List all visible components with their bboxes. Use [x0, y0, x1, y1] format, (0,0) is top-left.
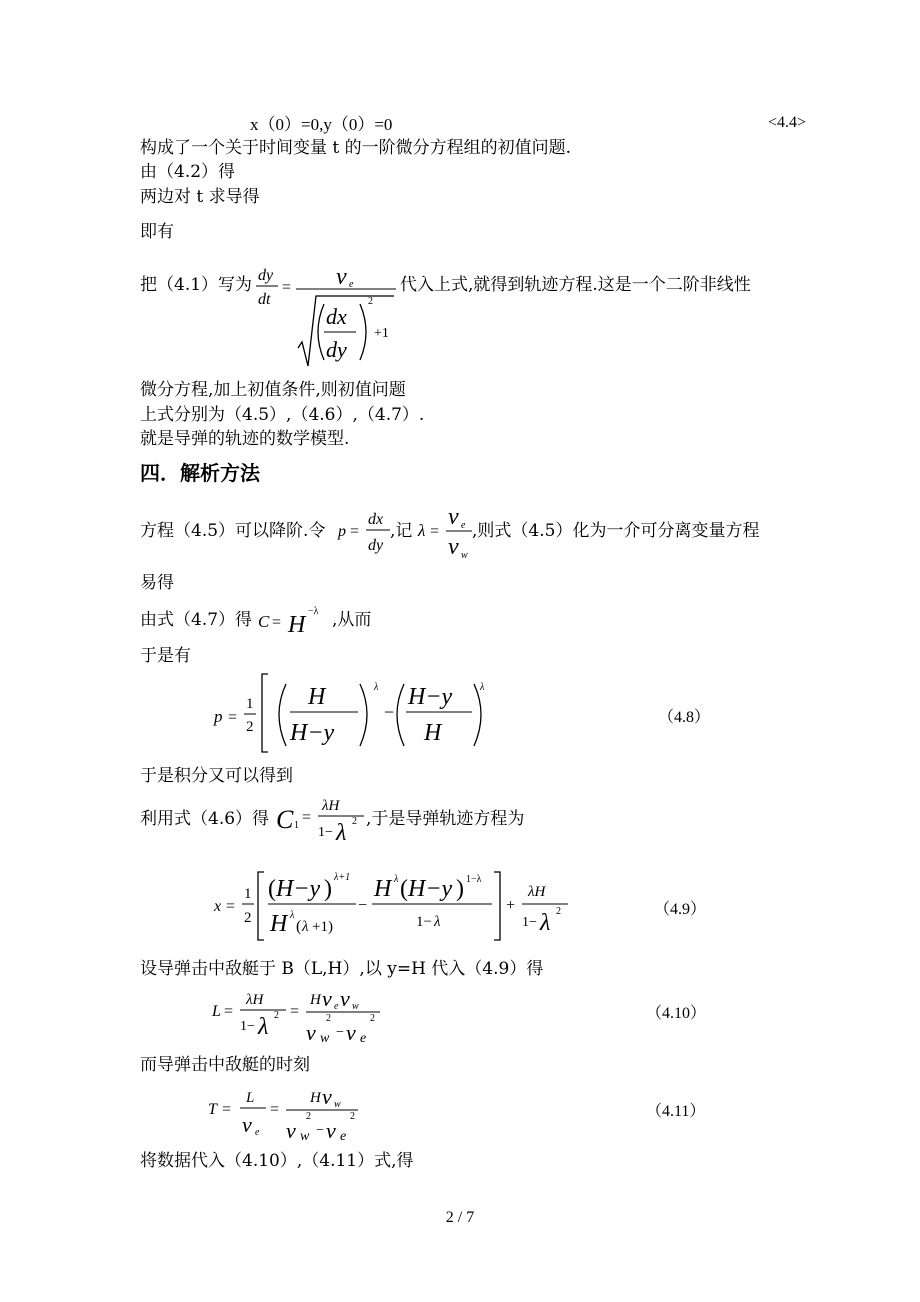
svg-text:H−y: H−y — [290, 720, 335, 746]
svg-text:H−y: H−y — [408, 876, 453, 902]
svg-text:C: C — [258, 612, 270, 631]
svg-text:e: e — [334, 1001, 339, 1012]
svg-text:H: H — [308, 684, 326, 710]
paragraph-line: ,则式（4.5）化为一介可分离变量方程 — [472, 521, 760, 541]
svg-text:λH: λH — [528, 884, 546, 900]
paragraph-line: 即有 — [140, 222, 174, 242]
svg-text:e: e — [255, 1127, 260, 1138]
paragraph-line: ,记 — [390, 521, 413, 541]
svg-text:2: 2 — [244, 910, 252, 926]
svg-text:λH: λH — [322, 798, 340, 814]
svg-text:−: − — [358, 897, 368, 914]
svg-text:+1: +1 — [374, 326, 389, 341]
svg-text:(: ( — [400, 876, 408, 902]
svg-text:=: = — [290, 1003, 300, 1020]
svg-text:w: w — [352, 1001, 359, 1012]
svg-text:dx: dx — [368, 511, 384, 528]
svg-text:w: w — [320, 1031, 330, 1046]
svg-text:2: 2 — [556, 906, 561, 917]
svg-text:λH: λH — [246, 992, 264, 1008]
svg-text:λ+1: λ+1 — [334, 872, 351, 883]
equation-number-4-8: （4.8） — [658, 709, 711, 726]
svg-text:v: v — [340, 986, 350, 1011]
svg-text:w: w — [461, 550, 468, 561]
svg-text:H−y: H−y — [408, 684, 453, 710]
paragraph-line: 由式（4.7）得 — [140, 610, 253, 630]
svg-text:λ: λ — [434, 914, 441, 930]
formula-dy-dt — [254, 262, 400, 372]
svg-text:H: H — [310, 992, 321, 1008]
svg-text:λ: λ — [418, 521, 426, 540]
svg-text:=: = — [302, 809, 312, 826]
svg-text:−: − — [336, 1025, 344, 1040]
paragraph-line: 设导弹击中敌艇于 B（L,H）,以 y=H 代入（4.9）得 — [140, 959, 544, 979]
svg-text:v: v — [322, 1084, 332, 1109]
svg-text:1−λ: 1−λ — [466, 874, 482, 885]
formula-c1-value — [274, 794, 370, 844]
svg-text:λ: λ — [540, 910, 551, 936]
svg-text:p: p — [214, 707, 223, 726]
page-number: 2 / 7 — [445, 1209, 475, 1226]
svg-text:e: e — [461, 520, 466, 531]
svg-text:(: ( — [296, 918, 302, 935]
svg-text:=: = — [272, 614, 282, 631]
svg-text:1−: 1− — [318, 825, 333, 840]
svg-text:λ: λ — [290, 910, 295, 921]
svg-text:1: 1 — [246, 696, 254, 712]
svg-text:dt: dt — [258, 291, 271, 308]
svg-text:dx: dx — [326, 304, 347, 329]
equation-number-4-9: （4.9） — [654, 901, 707, 918]
svg-text:=: = — [222, 1101, 232, 1118]
svg-text:e: e — [340, 1129, 347, 1144]
paragraph-line: 而导弹击中敌艇的时刻 — [140, 1055, 310, 1075]
svg-text:dy: dy — [258, 267, 274, 284]
svg-text:(: ( — [268, 876, 276, 902]
paragraph-line: ,于是导弹轨迹方程为 — [366, 809, 525, 829]
svg-text:2: 2 — [352, 816, 357, 827]
svg-text:−: − — [384, 702, 395, 722]
equation-4-8 — [210, 668, 490, 758]
svg-text:2: 2 — [350, 1111, 355, 1122]
svg-text:H: H — [270, 911, 288, 937]
svg-text:p: p — [338, 523, 346, 540]
svg-text:L: L — [246, 1090, 255, 1106]
svg-text:=: = — [270, 1101, 280, 1118]
svg-text:): ) — [456, 876, 464, 902]
svg-text:λ: λ — [336, 820, 347, 846]
svg-text:v: v — [336, 264, 347, 290]
svg-text:2: 2 — [306, 1111, 311, 1122]
svg-text:T: T — [208, 1101, 217, 1118]
paragraph-line: ,从而 — [332, 610, 372, 630]
svg-text:v: v — [448, 534, 459, 560]
svg-text:v: v — [322, 986, 332, 1011]
svg-text:C: C — [276, 805, 294, 834]
paragraph-line: 上式分别为（4.5）,（4.6）,（4.7）. — [140, 405, 425, 425]
svg-text:λ: λ — [394, 874, 399, 885]
svg-text:H: H — [424, 720, 442, 746]
svg-text:λ: λ — [258, 1014, 269, 1040]
svg-text:e: e — [360, 1031, 367, 1046]
equation-4-10 — [210, 986, 390, 1048]
initial-condition-text: x（0）=0,y（0）=0 — [250, 115, 393, 134]
svg-text:H−y: H−y — [276, 876, 321, 902]
svg-text:+1): +1) — [312, 919, 333, 935]
svg-text:=: = — [282, 279, 292, 296]
svg-text:+: + — [506, 897, 516, 914]
paragraph-line: 于是有 — [140, 646, 191, 666]
svg-text:v: v — [306, 1020, 316, 1045]
svg-text:1−: 1− — [240, 1019, 255, 1034]
paragraph-line: 两边对 t 求导得 — [140, 187, 260, 207]
svg-text:−: − — [316, 1123, 324, 1138]
svg-text:v: v — [326, 1118, 336, 1143]
paragraph-line: 将数据代入（4.10）,（4.11）式,得 — [140, 1151, 414, 1171]
svg-text:λ: λ — [480, 682, 485, 693]
paragraph-line: 易得 — [140, 573, 174, 593]
svg-text:x: x — [214, 898, 222, 915]
paragraph-line: 方程（4.5）可以降阶.令 — [140, 521, 326, 541]
svg-text:2: 2 — [246, 719, 254, 735]
paragraph-line: 代入上式,就得到轨迹方程.这是一个二阶非线性 — [400, 275, 751, 295]
svg-text:v: v — [286, 1118, 296, 1143]
paragraph-line: 就是导弹的轨迹的数学模型. — [140, 429, 350, 449]
svg-text:dy: dy — [368, 537, 384, 554]
svg-text:λ: λ — [374, 682, 379, 693]
svg-text:): ) — [324, 876, 332, 902]
svg-text:2: 2 — [274, 1010, 279, 1021]
svg-text:1: 1 — [294, 820, 299, 831]
formula-c-value — [256, 600, 336, 636]
equation-4-11 — [206, 1084, 366, 1146]
svg-text:v: v — [346, 1020, 356, 1045]
svg-text:H: H — [310, 1090, 321, 1106]
paragraph-line: 微分方程,加上初值条件,则初值问题 — [140, 380, 406, 400]
svg-text:w: w — [334, 1099, 341, 1110]
svg-text:2: 2 — [368, 296, 373, 307]
section-heading: 四．解析方法 — [140, 461, 260, 485]
paragraph-line: 利用式（4.6）得 — [140, 809, 270, 829]
svg-text:=: = — [224, 1003, 234, 1020]
svg-text:L: L — [212, 1003, 221, 1020]
formula-lambda-definition — [416, 504, 476, 562]
paragraph-line: 构成了一个关于时间变量 t 的一阶微分方程组的初值问题. — [140, 138, 572, 158]
svg-text:1−: 1− — [416, 914, 432, 930]
paragraph-line: 把（4.1）写为 — [140, 275, 253, 295]
svg-text:v: v — [448, 504, 459, 530]
svg-text:v: v — [242, 1112, 252, 1137]
equation-4-9 — [212, 866, 582, 946]
svg-text:dy: dy — [326, 337, 347, 362]
formula-p-definition — [336, 506, 398, 558]
svg-text:2: 2 — [370, 1013, 375, 1024]
paragraph-line: 于是积分又可以得到 — [140, 766, 293, 786]
svg-text:1: 1 — [244, 886, 252, 902]
svg-text:H: H — [288, 612, 306, 638]
svg-text:e: e — [349, 279, 354, 290]
svg-text:=: = — [228, 709, 238, 726]
svg-text:−λ: −λ — [308, 606, 319, 617]
equation-number-4-10: （4.10） — [646, 1005, 707, 1022]
equation-number-4-4: <4.4> — [768, 114, 807, 131]
paragraph-line: 由（4.2）得 — [140, 162, 236, 182]
svg-text:=: = — [226, 898, 236, 915]
svg-text:=: = — [430, 523, 440, 540]
svg-text:1−: 1− — [522, 915, 537, 930]
svg-text:=: = — [350, 523, 360, 540]
equation-number-4-11: （4.11） — [646, 1103, 706, 1120]
svg-text:H: H — [374, 876, 392, 902]
svg-text:w: w — [300, 1129, 310, 1144]
svg-text:λ: λ — [302, 919, 309, 935]
svg-text:2: 2 — [326, 1013, 331, 1024]
